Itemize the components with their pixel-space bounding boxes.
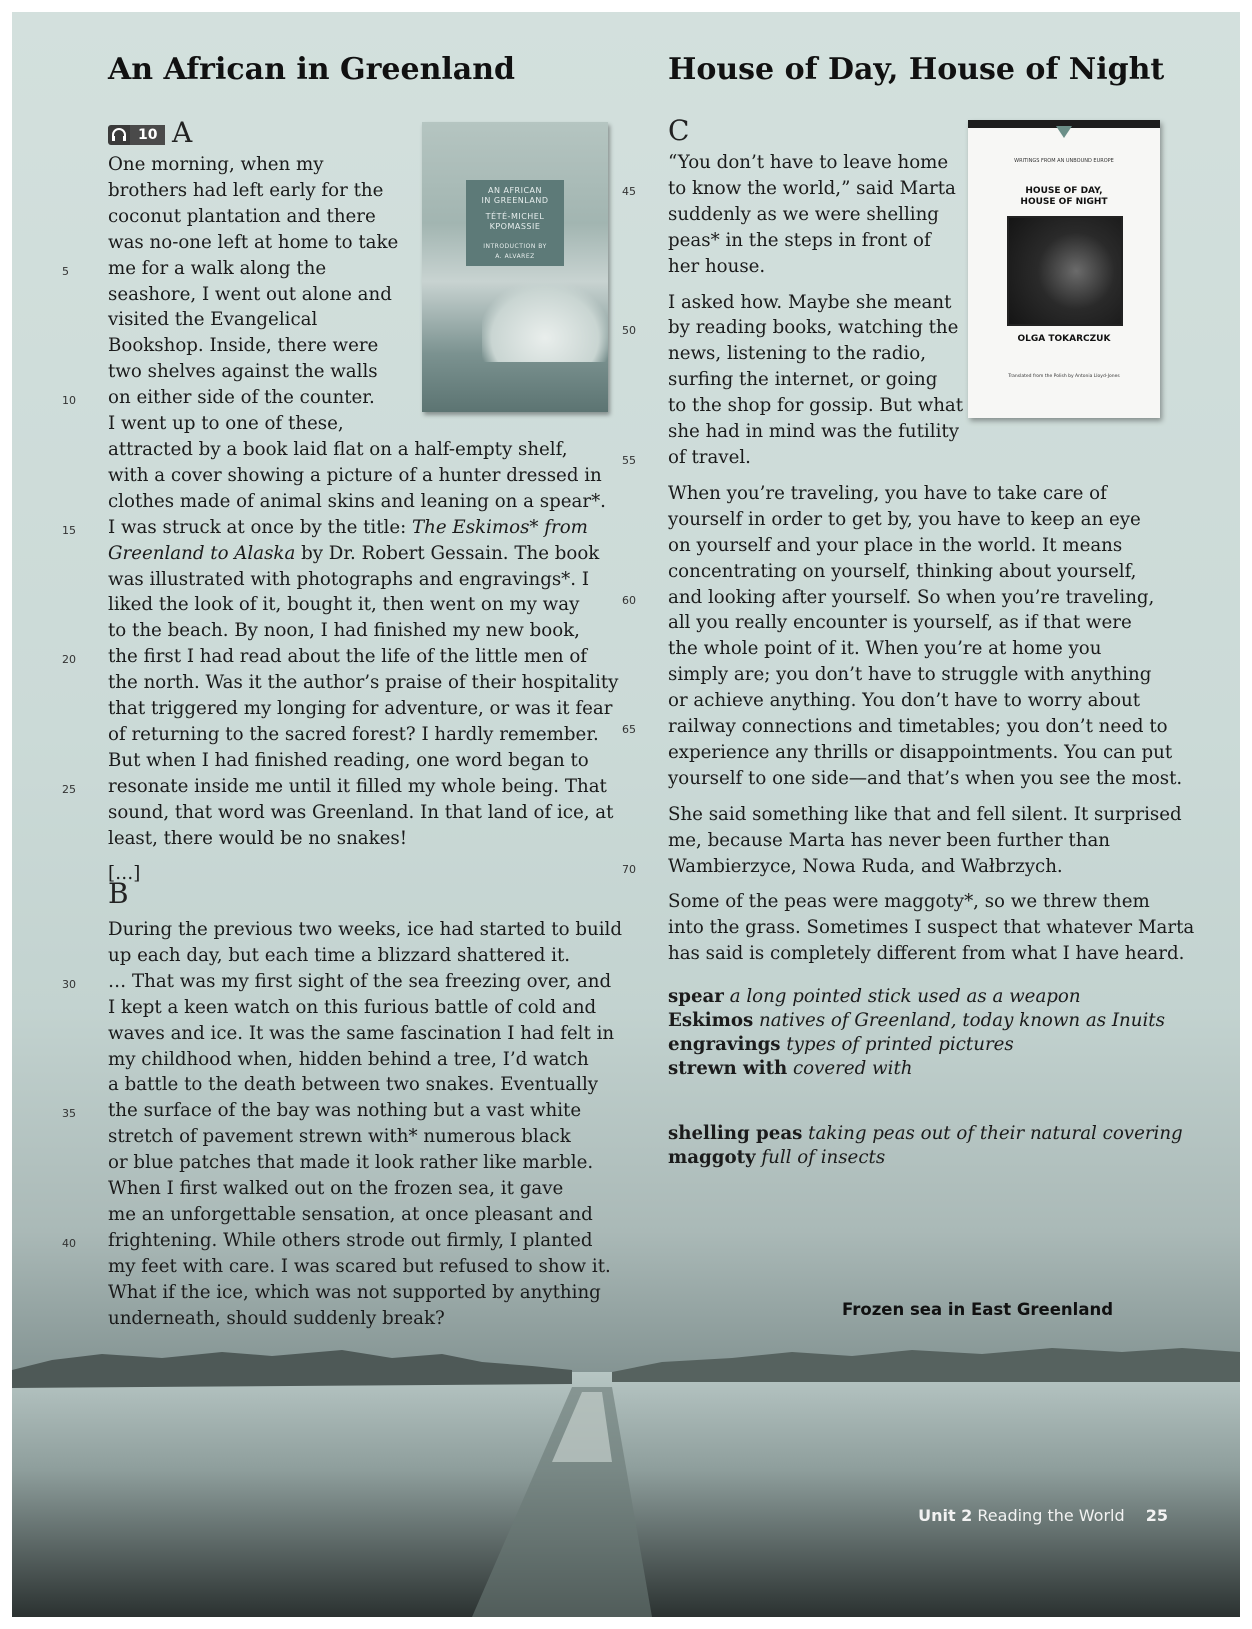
line-text: clothes made of animal skins and leaning on a spear*. bbox=[108, 490, 606, 512]
text-line bbox=[108, 722, 618, 748]
footer-unit: Unit 2 bbox=[918, 1506, 973, 1525]
headphones-icon bbox=[108, 125, 130, 145]
line-text: of returning to the sacred forest? I hardly remember. bbox=[108, 723, 599, 745]
line-text: One morning, when my bbox=[108, 154, 324, 175]
line-text: yourself to one side—and that’s when you see the most. bbox=[668, 767, 1183, 789]
audio-track-number: 10 bbox=[130, 125, 165, 145]
line-text: When I first walked out on the frozen sea, it gave bbox=[108, 1178, 564, 1200]
line-text: When you’re traveling, you have to take care of bbox=[668, 482, 1107, 504]
line-text: the surface of the bay was nothing but a vast white bbox=[108, 1100, 582, 1122]
glossary-item bbox=[668, 1009, 1165, 1033]
page-number: 25 bbox=[1145, 1506, 1168, 1525]
glossary-item bbox=[668, 1122, 1183, 1146]
glossary-term: strewn with bbox=[668, 1058, 788, 1079]
text-line bbox=[668, 290, 1194, 316]
book-cover-intro-line: INTRODUCTION BY bbox=[483, 243, 547, 250]
photo-caption: Frozen sea in East Greenland bbox=[842, 1300, 1114, 1319]
line-text: attracted by a book laid flat on a half-empty shelf, bbox=[108, 438, 568, 460]
text-line bbox=[62, 515, 618, 541]
glossary-definition: a long pointed stick used as a weapon bbox=[729, 986, 1081, 1007]
triangle-ornament-icon bbox=[1056, 126, 1072, 138]
text-line bbox=[108, 437, 618, 463]
line-text: least, there would be no snakes! bbox=[108, 827, 408, 849]
text-line bbox=[108, 541, 618, 567]
glossary-term: Eskimos bbox=[668, 1010, 754, 1031]
ellipsis: […] bbox=[108, 863, 141, 885]
line-text: stretch of pavement strewn with* numerous black bbox=[108, 1126, 571, 1148]
text-line bbox=[668, 202, 1194, 228]
line-text: underneath, should suddenly break? bbox=[108, 1307, 445, 1329]
line-text: me for a walk along the bbox=[108, 257, 327, 279]
glossary-item bbox=[668, 1033, 1165, 1057]
section-letter-a: A bbox=[172, 116, 193, 149]
line-text: or achieve anything. You don’t have to worry about bbox=[668, 690, 1141, 712]
line-text: to know the world,” said Marta bbox=[668, 177, 956, 199]
text-line bbox=[622, 854, 1194, 880]
line-text: her house. bbox=[668, 255, 766, 277]
line-number: 35 bbox=[62, 1107, 76, 1121]
line-text: up each day, but each time a blizzard shattered it. bbox=[108, 944, 571, 966]
line-text: with a cover showing a picture of a hunter dressed in bbox=[108, 464, 602, 486]
line-text: concentrating on yourself, thinking about yourself, bbox=[668, 560, 1137, 582]
article-title-left: An African in Greenland bbox=[108, 52, 516, 87]
line-text: I asked how. Maybe she meant bbox=[668, 291, 952, 313]
text-line bbox=[668, 367, 1194, 393]
line-text: She said something like that and fell silent. It surprised bbox=[668, 803, 1182, 825]
text-line bbox=[108, 670, 618, 696]
text-line bbox=[668, 507, 1194, 533]
text-line bbox=[108, 826, 618, 852]
line-text: the north. Was it the author’s praise of their hospitality bbox=[108, 672, 619, 694]
line-text: … That was my first sight of the sea freezing over, and bbox=[108, 970, 612, 992]
text-line bbox=[668, 228, 1194, 254]
book-cover-translator: Translated from the Polish by Antonia Lloyd-Jones bbox=[1008, 374, 1120, 379]
text-line bbox=[668, 941, 1194, 967]
glossary-definition: natives of Greenland, today known as Inuits bbox=[759, 1010, 1165, 1031]
line-number: 50 bbox=[622, 324, 636, 338]
text-line bbox=[108, 592, 618, 618]
glossary-definition: taking peas out of their natural covering bbox=[808, 1123, 1183, 1144]
line-text: “You don’t have to leave home bbox=[668, 152, 949, 173]
text-line bbox=[62, 774, 618, 800]
line-text: has said is completely different from what I have heard. bbox=[668, 943, 1185, 965]
text-line bbox=[108, 800, 618, 826]
line-text: my childhood when, hidden behind a tree, I’d watch bbox=[108, 1048, 589, 1070]
text-line bbox=[108, 1306, 622, 1332]
line-text: was illustrated with photographs and engravings*. I bbox=[108, 568, 590, 590]
text-line bbox=[108, 1047, 622, 1073]
book-cover-series: WRITINGS FROM AN UNBOUND EUROPE bbox=[1014, 158, 1114, 164]
line-number: 20 bbox=[62, 653, 76, 667]
text-line bbox=[62, 385, 618, 411]
line-number: 45 bbox=[622, 184, 636, 198]
line-text: news, listening to the radio, bbox=[668, 343, 926, 365]
line-text: the whole point of it. When you’re at home you bbox=[668, 638, 1102, 660]
text-line bbox=[668, 254, 1194, 280]
line-number: 65 bbox=[622, 723, 636, 737]
glossary-definition: types of printed pictures bbox=[786, 1034, 1014, 1055]
line-number: 40 bbox=[62, 1236, 76, 1250]
glossary-term: engravings bbox=[668, 1034, 781, 1055]
line-text: was no-one left at home to take bbox=[108, 231, 399, 253]
book-cover-intro-line: A. ALVAREZ bbox=[495, 253, 535, 260]
line-text: yourself in order to get by, you have to keep an eye bbox=[668, 508, 1141, 530]
line-text: or blue patches that made it look rather like marble. bbox=[108, 1152, 594, 1174]
line-text: visited the Evangelical bbox=[108, 309, 318, 331]
text-line bbox=[668, 828, 1194, 854]
text-line bbox=[62, 644, 618, 670]
book-cover-title-line: AN AFRICAN bbox=[487, 186, 543, 195]
paragraph bbox=[622, 150, 1194, 280]
line-number: 5 bbox=[62, 264, 69, 278]
line-number: 10 bbox=[62, 394, 76, 408]
line-text: seashore, I went out alone and bbox=[108, 283, 392, 305]
paragraph bbox=[62, 152, 619, 851]
text-line bbox=[668, 559, 1194, 585]
text-line bbox=[108, 1280, 622, 1306]
line-text: to the beach. By noon, I had finished my new book, bbox=[108, 620, 580, 642]
glossary-term: maggoty bbox=[668, 1147, 756, 1168]
text-line bbox=[668, 802, 1194, 828]
glossary-left-article bbox=[668, 985, 1165, 1081]
line-text: surfing the internet, or going bbox=[668, 369, 938, 391]
section-c-text bbox=[622, 150, 1195, 977]
line-text: on either side of the counter. bbox=[108, 387, 375, 409]
frozen-sea-photo bbox=[12, 1342, 1240, 1617]
text-line bbox=[108, 178, 618, 204]
text-line bbox=[108, 333, 618, 359]
line-text: coconut plantation and there bbox=[108, 205, 376, 227]
text-line bbox=[108, 307, 618, 333]
line-text: resonate inside me until it filled my whole being. That bbox=[108, 775, 607, 797]
line-text: Wambierzyce, Nowa Ruda, and Wałbrzych. bbox=[668, 855, 1063, 877]
text-line bbox=[668, 150, 1194, 176]
glossary-term: spear bbox=[668, 986, 724, 1007]
text-line bbox=[108, 230, 618, 256]
text-line bbox=[108, 1150, 622, 1176]
text-line bbox=[62, 1098, 622, 1124]
line-text: she had in mind was the futility bbox=[668, 421, 959, 443]
line-text: on yourself and your place in the world. It means bbox=[668, 534, 1123, 556]
audio-track-badge[interactable] bbox=[108, 124, 165, 146]
line-text: But when I had finished reading, one word began to bbox=[108, 749, 589, 771]
text-line bbox=[108, 1072, 622, 1098]
line-number: 25 bbox=[62, 782, 76, 796]
line-number: 70 bbox=[622, 862, 636, 876]
line-text: waves and ice. It was the same fascination I had felt in bbox=[108, 1022, 615, 1044]
paragraph bbox=[622, 481, 1194, 792]
glossary-term: shelling peas bbox=[668, 1123, 803, 1144]
line-text: all you really encounter is yourself, as if that were bbox=[668, 612, 1132, 634]
text-line bbox=[668, 341, 1194, 367]
text-line bbox=[622, 445, 1194, 471]
line-text: I kept a keen watch on this furious battle of cold and bbox=[108, 996, 597, 1018]
glossary-definition: full of insects bbox=[761, 1147, 886, 1168]
line-text: by Dr. Robert Gessain. The book bbox=[295, 542, 600, 564]
paragraph bbox=[668, 889, 1194, 967]
line-text: During the previous two weeks, ice had started to build bbox=[108, 919, 622, 940]
text-line bbox=[668, 889, 1194, 915]
text-line bbox=[668, 740, 1194, 766]
text-line bbox=[108, 1176, 622, 1202]
text-line bbox=[108, 696, 618, 722]
line-text: that triggered my longing for adventure, or was it fear bbox=[108, 698, 613, 720]
book-title-italic: The Eskimos* from bbox=[412, 516, 588, 538]
section-b-text bbox=[62, 917, 622, 1342]
text-line bbox=[108, 567, 618, 593]
line-text: two shelves against the walls bbox=[108, 361, 378, 383]
line-text: I was struck at once by the title: bbox=[108, 516, 413, 538]
line-number: 30 bbox=[62, 977, 76, 991]
text-line bbox=[108, 282, 618, 308]
book-cover-title-line: HOUSE OF DAY, bbox=[1025, 186, 1103, 196]
line-text: suddenly as we were shelling bbox=[668, 203, 939, 225]
text-line bbox=[668, 915, 1194, 941]
footer-section: Reading the World bbox=[977, 1506, 1125, 1525]
line-text: of travel. bbox=[668, 446, 751, 468]
text-line bbox=[108, 489, 618, 515]
text-line bbox=[108, 359, 618, 385]
section-letter-b: B bbox=[108, 877, 129, 910]
line-number: 60 bbox=[622, 593, 636, 607]
page-footer bbox=[918, 1506, 1168, 1525]
text-line bbox=[668, 533, 1194, 559]
book-cover-title-line: IN GREENLAND bbox=[481, 196, 549, 205]
text-line bbox=[668, 636, 1194, 662]
book-cover-author-line: KPOMASSIE bbox=[489, 222, 541, 231]
text-line bbox=[108, 411, 618, 437]
article-title-right: House of Day, House of Night bbox=[668, 52, 1165, 87]
text-line bbox=[108, 152, 618, 178]
text-line bbox=[108, 748, 618, 774]
line-text: me, because Marta has never been further than bbox=[668, 829, 1110, 851]
text-line bbox=[108, 1124, 622, 1150]
text-line bbox=[668, 662, 1194, 688]
book-title-italic: Greenland to Alaska bbox=[108, 542, 296, 564]
text-line bbox=[62, 256, 618, 282]
textbook-page bbox=[12, 12, 1240, 1617]
line-text: me an unforgettable sensation, at once pleasant and bbox=[108, 1203, 593, 1225]
line-text: What if the ice, which was not supported by anything bbox=[108, 1281, 601, 1303]
text-line bbox=[668, 419, 1194, 445]
glossary-right-article bbox=[668, 1122, 1183, 1170]
line-text: by reading books, watching the bbox=[668, 317, 959, 339]
glossary-item bbox=[668, 1146, 1183, 1170]
section-a-text bbox=[62, 152, 619, 897]
paragraph bbox=[622, 290, 1194, 471]
glossary-item bbox=[668, 1057, 1165, 1081]
text-line bbox=[62, 1228, 622, 1254]
text-line bbox=[668, 688, 1194, 714]
text-line bbox=[108, 1202, 622, 1228]
text-line bbox=[108, 463, 618, 489]
text-line bbox=[668, 393, 1194, 419]
book-cover-title-line: HOUSE OF NIGHT bbox=[1020, 197, 1108, 207]
text-line bbox=[668, 481, 1194, 507]
text-line bbox=[108, 943, 622, 969]
text-line bbox=[108, 618, 618, 644]
book-cover-author: OLGA TOKARCZUK bbox=[1017, 334, 1111, 344]
line-text: experience any thrills or disappointments. You can put bbox=[668, 741, 1173, 763]
line-number: 15 bbox=[62, 523, 76, 537]
text-line bbox=[668, 766, 1194, 792]
glossary-item bbox=[668, 985, 1165, 1009]
line-text: brothers had left early for the bbox=[108, 179, 384, 201]
text-line bbox=[622, 315, 1194, 341]
line-text: and looking after yourself. So when you’re traveling, bbox=[668, 586, 1155, 608]
section-letter-c: C bbox=[668, 114, 690, 147]
line-text: railway connections and timetables; you don’t need to bbox=[668, 716, 1168, 738]
text-line bbox=[62, 969, 622, 995]
book-cover-author-line: TÉTÉ-MICHEL bbox=[485, 212, 545, 221]
line-text: the first I had read about the life of the little men of bbox=[108, 646, 588, 668]
line-text: Bookshop. Inside, there were bbox=[108, 335, 379, 357]
text-line bbox=[108, 995, 622, 1021]
text-line bbox=[668, 610, 1194, 636]
text-line bbox=[108, 204, 618, 230]
line-text: a battle to the death between two snakes. Eventually bbox=[108, 1074, 599, 1096]
line-text: into the grass. Sometimes I suspect that whatever Marta bbox=[668, 917, 1195, 939]
line-text: I went up to one of these, bbox=[108, 413, 344, 435]
line-text: to the shop for gossip. But what bbox=[668, 395, 964, 417]
paragraph bbox=[62, 917, 622, 1332]
glossary-definition: covered with bbox=[793, 1058, 913, 1079]
text-line bbox=[108, 917, 622, 943]
line-number: 55 bbox=[622, 453, 636, 467]
line-text: Some of the peas were maggoty*, so we threw them bbox=[668, 891, 1150, 913]
line-text: frightening. While others strode out firmly, I planted bbox=[108, 1229, 593, 1251]
line-text: peas* in the steps in front of bbox=[668, 229, 931, 251]
line-text: sound, that word was Greenland. In that land of ice, at bbox=[108, 801, 614, 823]
text-line bbox=[622, 714, 1194, 740]
paragraph bbox=[622, 802, 1194, 880]
line-text: my feet with care. I was scared but refused to show it. bbox=[108, 1255, 611, 1277]
text-line bbox=[622, 176, 1194, 202]
text-line bbox=[108, 1254, 622, 1280]
text-line bbox=[622, 585, 1194, 611]
line-text: liked the look of it, bought it, then went on my way bbox=[108, 594, 580, 616]
line-text: simply are; you don’t have to struggle with anything bbox=[668, 664, 1152, 686]
text-line bbox=[108, 1021, 622, 1047]
